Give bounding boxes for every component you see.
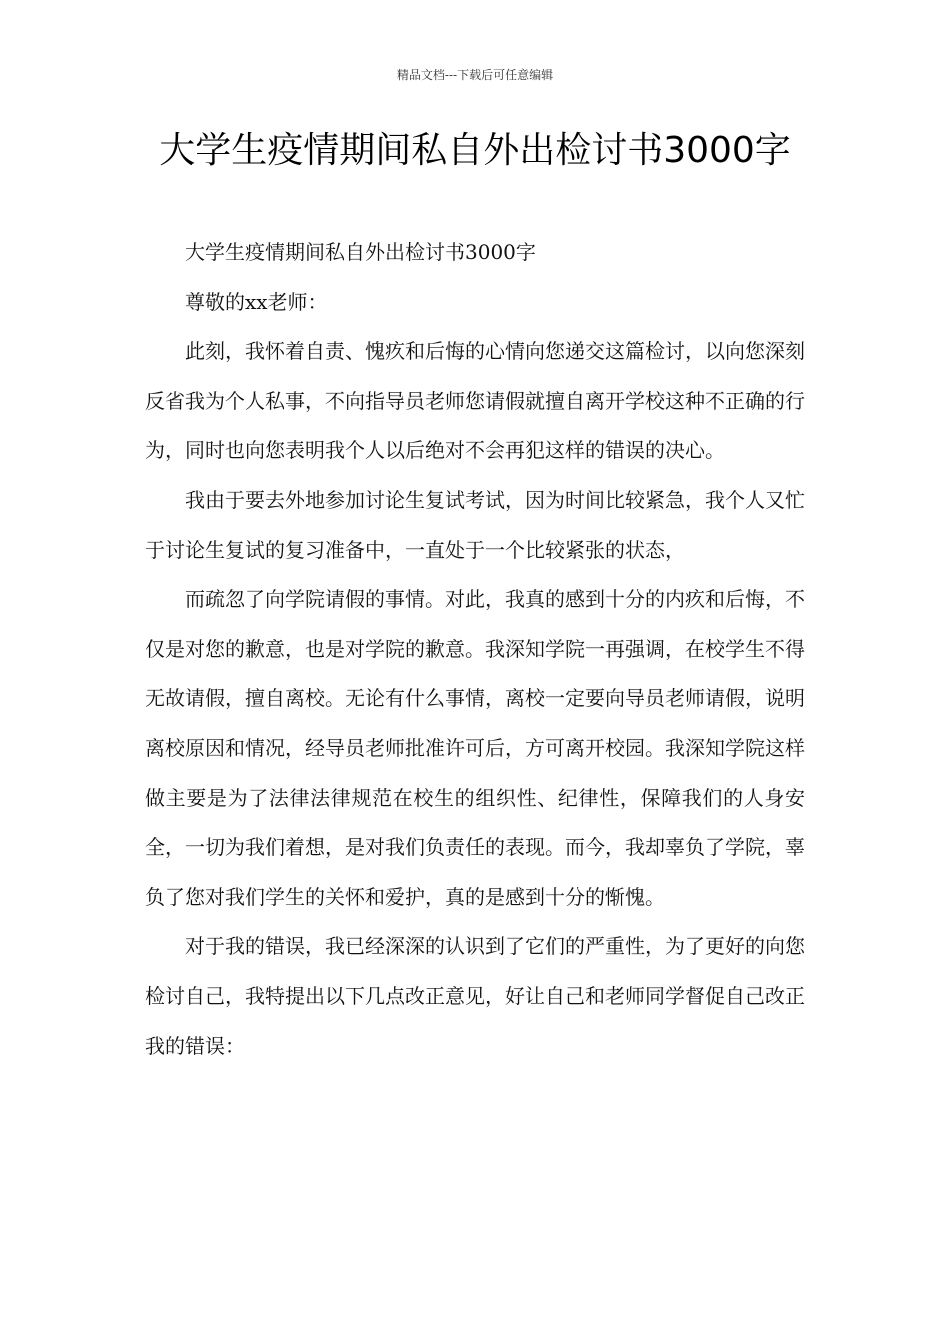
paragraph-4: 对于我的错误，我已经深深的认识到了它们的严重性，为了更好的向您检讨自己，我特提出以下几点改正意见，好让自己和老师同学督促自己改正我的错误：	[145, 934, 805, 1058]
paragraph-3: 而疏忽了向学院请假的事情。对此，我真的感到十分的内疚和后悔，不仅是对您的歉意，也是对学院的歉意。我深知学院一再强调，在校学生不得无故请假，擅自离校。无论有什么事情，离校一定要向导员老师请假，说明离校原因和情况，经导员老师批准许可后，方可离开校园。我深知学院这样做主要是为了法律法律规范在校生的组织性、纪律性，保障我们的人身安全，一切为我们着想，是对我们负责任的表现。而今，我却辜负了学院，辜负了您对我们学生的关怀和爱护，真的是感到十分的惭愧。	[145, 587, 805, 909]
paragraph-1: 此刻，我怀着自责、愧疚和后悔的心情向您递交这篇检讨，以向您深刻反省我为个人私事，不向指导员老师您请假就擅自离开学校这种不正确的行为，同时也向您表明我个人以后绝对不会再犯这样的错误的决心。	[145, 339, 805, 463]
paragraph-2: 我由于要去外地参加讨论生复试考试，因为时间比较紧急，我个人又忙于讨论生复试的复习准备中，一直处于一个比较紧张的状态，	[145, 487, 805, 562]
paragraph-salutation: 尊敬的xx老师：	[185, 289, 328, 314]
header-note: 精品文档---下载后可任意编辑	[396, 68, 554, 82]
document-title: 大学生疫情期间私自外出检讨书3000字	[159, 130, 791, 171]
document-body	[145, 228, 805, 1071]
paragraph-subtitle: 大学生疫情期间私自外出检讨书3000字	[185, 240, 536, 264]
